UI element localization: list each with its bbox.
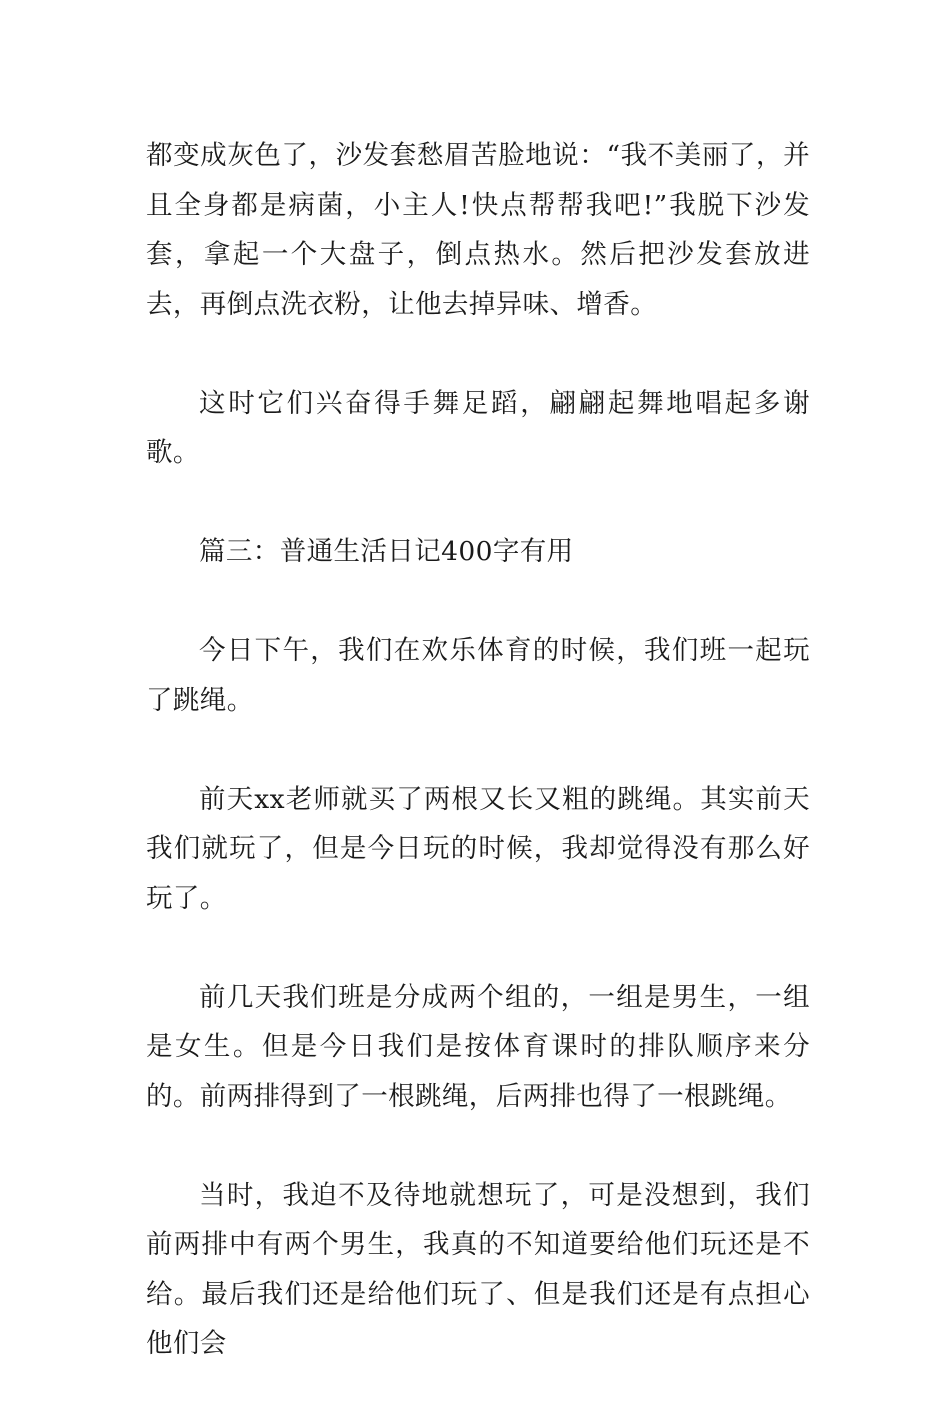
document-body: [146, 131, 810, 1418]
paragraph: 前几天我们班是分成两个组的，一组是男生，一组是女生。但是今日我们是按体育课时的排队顺序来分的。前两排得到了一根跳绳，后两排也得了一根跳绳。: [146, 981, 810, 1112]
section-heading: 篇三：普通生活日记400字有用: [199, 536, 574, 567]
paragraph: 当时，我迫不及待地就想玩了，可是没想到，我们前两排中有两个男生，我真的不知道要给他们玩还是不给。最后我们还是给他们玩了、但是我们还是有点担心他们会: [146, 1179, 810, 1359]
paragraph: 前天xx老师就买了两根又长又粗的跳绳。其实前天我们就玩了，但是今日玩的时候，我却觉得没有那么好玩了。: [146, 783, 810, 914]
paragraph-continued: 都变成灰色了，沙发套愁眉苦脸地说：“我不美丽了，并且全身都是病菌，小主人!快点帮帮我吧!”我脱下沙发套，拿起一个大盘子，倒点热水。然后把沙发套放进去，再倒点洗衣粉，让他去掉异味、增香。: [146, 140, 810, 320]
paragraph: 这时它们兴奋得手舞足蹈，翩翩起舞地唱起多谢歌。: [146, 387, 810, 468]
paragraph: 今日下午，我们在欢乐体育的时候，我们班一起玩了跳绳。: [146, 635, 810, 716]
